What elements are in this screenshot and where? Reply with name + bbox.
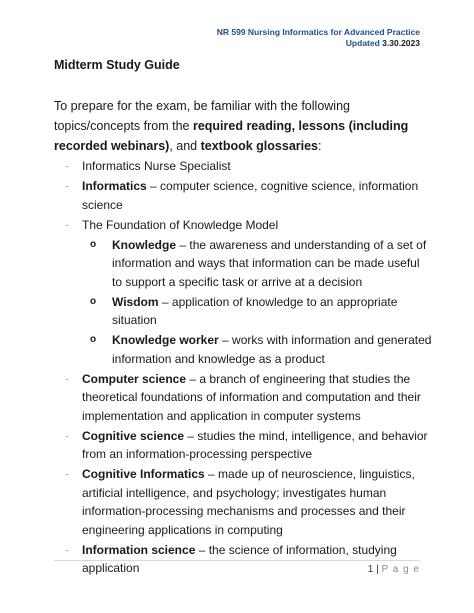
intro-bold-glossaries: textbook glossaries (200, 139, 319, 153)
intro-bold-required-reading: required reading, (192, 119, 296, 133)
list-item (62, 216, 432, 235)
item-text: – studies the mind, intelligence, and behavior from an information-processing perspective (82, 428, 428, 461)
sub-list-item (62, 293, 432, 330)
item-term: Information science (82, 542, 196, 557)
bullet-dot: · (65, 544, 69, 555)
intro-text-2: , and (169, 139, 201, 153)
document-header (217, 27, 420, 49)
item-text: – computer science, cognitive science, information science (82, 179, 419, 212)
updated-label: Updated (345, 38, 380, 48)
course-title: NR 599 Nursing Informatics for Advanced Practice (216, 27, 420, 37)
item-text: – the science of information, studying application (82, 542, 397, 575)
page-word: P a g e (381, 564, 420, 575)
page-title: Midterm Study Guide (54, 58, 180, 72)
updated-line (217, 38, 420, 49)
item-term: Cognitive Informatics (82, 467, 205, 481)
bullet-dot: · (65, 373, 69, 384)
item-term: Knowledge worker (112, 333, 219, 347)
list-item (62, 157, 432, 176)
bullet-circle: o (89, 295, 97, 307)
bullet-circle: o (89, 334, 97, 345)
item-term: Cognitive science (82, 428, 185, 443)
item-text: – application of knowledge to an appropriate situation (112, 294, 398, 327)
footer-separator: | (376, 564, 379, 575)
bullet-dot: · (65, 469, 69, 479)
bullet-dot: · (65, 219, 69, 230)
bullet-dot: · (65, 430, 69, 441)
item-text: – the awareness and understanding of a set of information and ways that information can be made useful to support a specific task or arrive at a decision (112, 237, 427, 289)
bullet-dot: · (65, 161, 69, 171)
bullet-circle: o (89, 238, 97, 250)
intro-paragraph (54, 96, 424, 156)
bullet-dot: · (65, 181, 69, 191)
intro-bold-lessons: lessons (including recorded webinars) (54, 119, 409, 153)
item-text: – works with information and generated information and knowledge as a product (112, 333, 432, 366)
footer-divider (54, 560, 420, 561)
list-item (62, 427, 432, 464)
item-term: Knowledge (112, 237, 177, 252)
sub-list-item (62, 331, 432, 368)
list-item (62, 465, 432, 539)
list-item (62, 177, 432, 214)
sub-list-item (62, 236, 432, 292)
item-term: Computer science (82, 371, 187, 386)
page-number: 1 (367, 564, 374, 575)
item-term: Informatics (82, 179, 147, 193)
updated-date: 3.30.2023 (382, 38, 420, 48)
item-text: The Foundation of Knowledge Model (82, 217, 279, 232)
item-term: Wisdom (112, 294, 159, 309)
list-item (62, 370, 432, 426)
intro-text-1: To prepare for the exam, be familiar with the following topics/concepts from the (54, 99, 350, 133)
topic-list (62, 157, 432, 579)
item-text: Informatics Nurse Specialist (82, 159, 231, 173)
item-text: – a branch of engineering that studies the theoretical foundations of information and computation and their implementation and application in computer systems (82, 371, 421, 423)
intro-text-3: : (318, 139, 322, 153)
item-text: – made up of neuroscience, linguistics, artificial intelligence, and psychology; investigates human information-processing mechanisms and processes and their engineering applications in computing (82, 467, 415, 537)
page-footer (368, 564, 420, 575)
